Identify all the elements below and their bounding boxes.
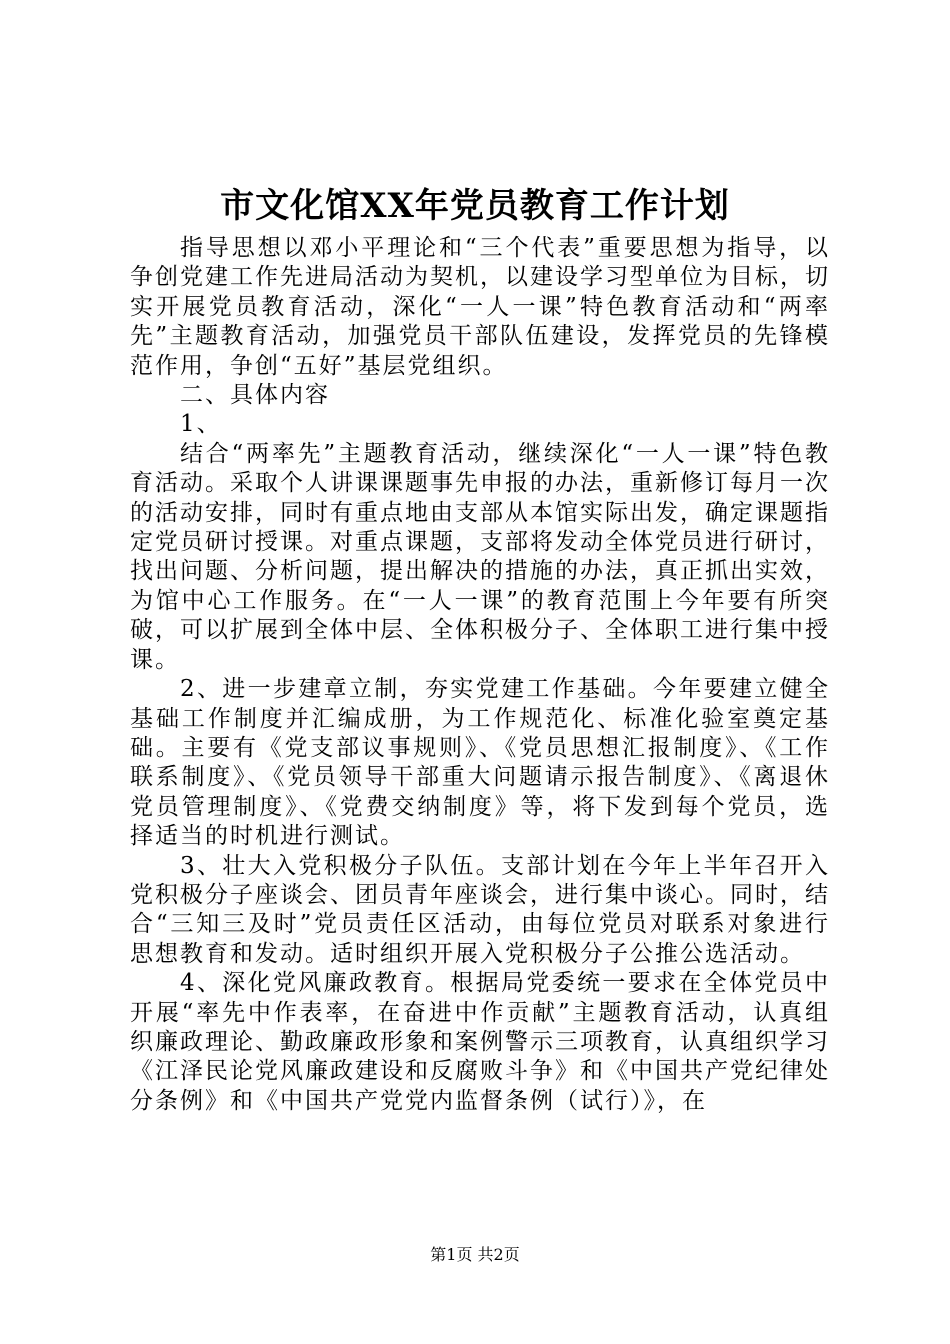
document-body xyxy=(130,234,830,1116)
section-heading-specific-content: 二、具体内容 xyxy=(180,382,330,409)
paragraph-item-1: 结合“两率先”主题教育活动，继续深化“一人一课”特色教育活动。采取个人讲课课题事先申报的办法，重新修订每月一次的活动安排，同时有重点地由支部从本馆实际出发，确定课题指定党员研讨授课。对重点课题，支部将发动全体党员进行研讨，找出问题、分析问题，提出解决的措施的办法，真正抓出实效，为馆中心工作服务。在“一人一课”的教育范围上今年要有所突破，可以扩展到全体中层、全体积极分子、全体职工进行集中授课。 xyxy=(130,440,830,673)
item-number-1: 1、 xyxy=(180,411,222,438)
paragraph-item-4: 4、深化党风廉政教育。根据局党委统一要求在全体党员中开展“率先中作表率，在奋进中作贡献”主题教育活动，认真组织廉政理论、勤政廉政形象和案例警示三项教育，认真组织学习《江泽民论党风廉政建设和反腐败斗争》和《中国共产党纪律处分条例》和《中国共产党党内监督条例（试行）》，在 xyxy=(130,970,830,1114)
document-title: 市文化馆XX年党员教育工作计划 xyxy=(220,186,730,226)
page-number-footer: 第1页 共2页 xyxy=(430,1245,520,1264)
paragraph-item-2: 2、进一步建章立制，夯实党建工作基础。今年要建立健全基础工作制度并汇编成册，为工作规范化、标准化验室奠定基础。主要有《党支部议事规则》、《党员思想汇报制度》、《工作联系制度》、《党员领导干部重大问题请示报告制度》、《离退休党员管理制度》、《党费交纳制度》等，将下发到每个党员，选择适当的时机进行测试。 xyxy=(130,676,830,850)
paragraph-item-3: 3、壮大入党积极分子队伍。支部计划在今年上半年召开入党积极分子座谈会、团员青年座谈会，进行集中谈心。同时，结合“三知三及时”党员责任区活动，由每位党员对联系对象进行思想教育和发动。适时组织开展入党积极分子公推公选活动。 xyxy=(130,852,830,967)
paragraph-guiding-ideology: 指导思想以邓小平理论和“三个代表”重要思想为指导，以争创党建工作先进局活动为契机，以建设学习型单位为目标，切实开展党员教育活动，深化“一人一课”特色教育活动和“两率先”主题教育活动，加强党员干部队伍建设，发挥党员的先锋模范作用，争创“五好”基层党组织。 xyxy=(130,235,830,379)
